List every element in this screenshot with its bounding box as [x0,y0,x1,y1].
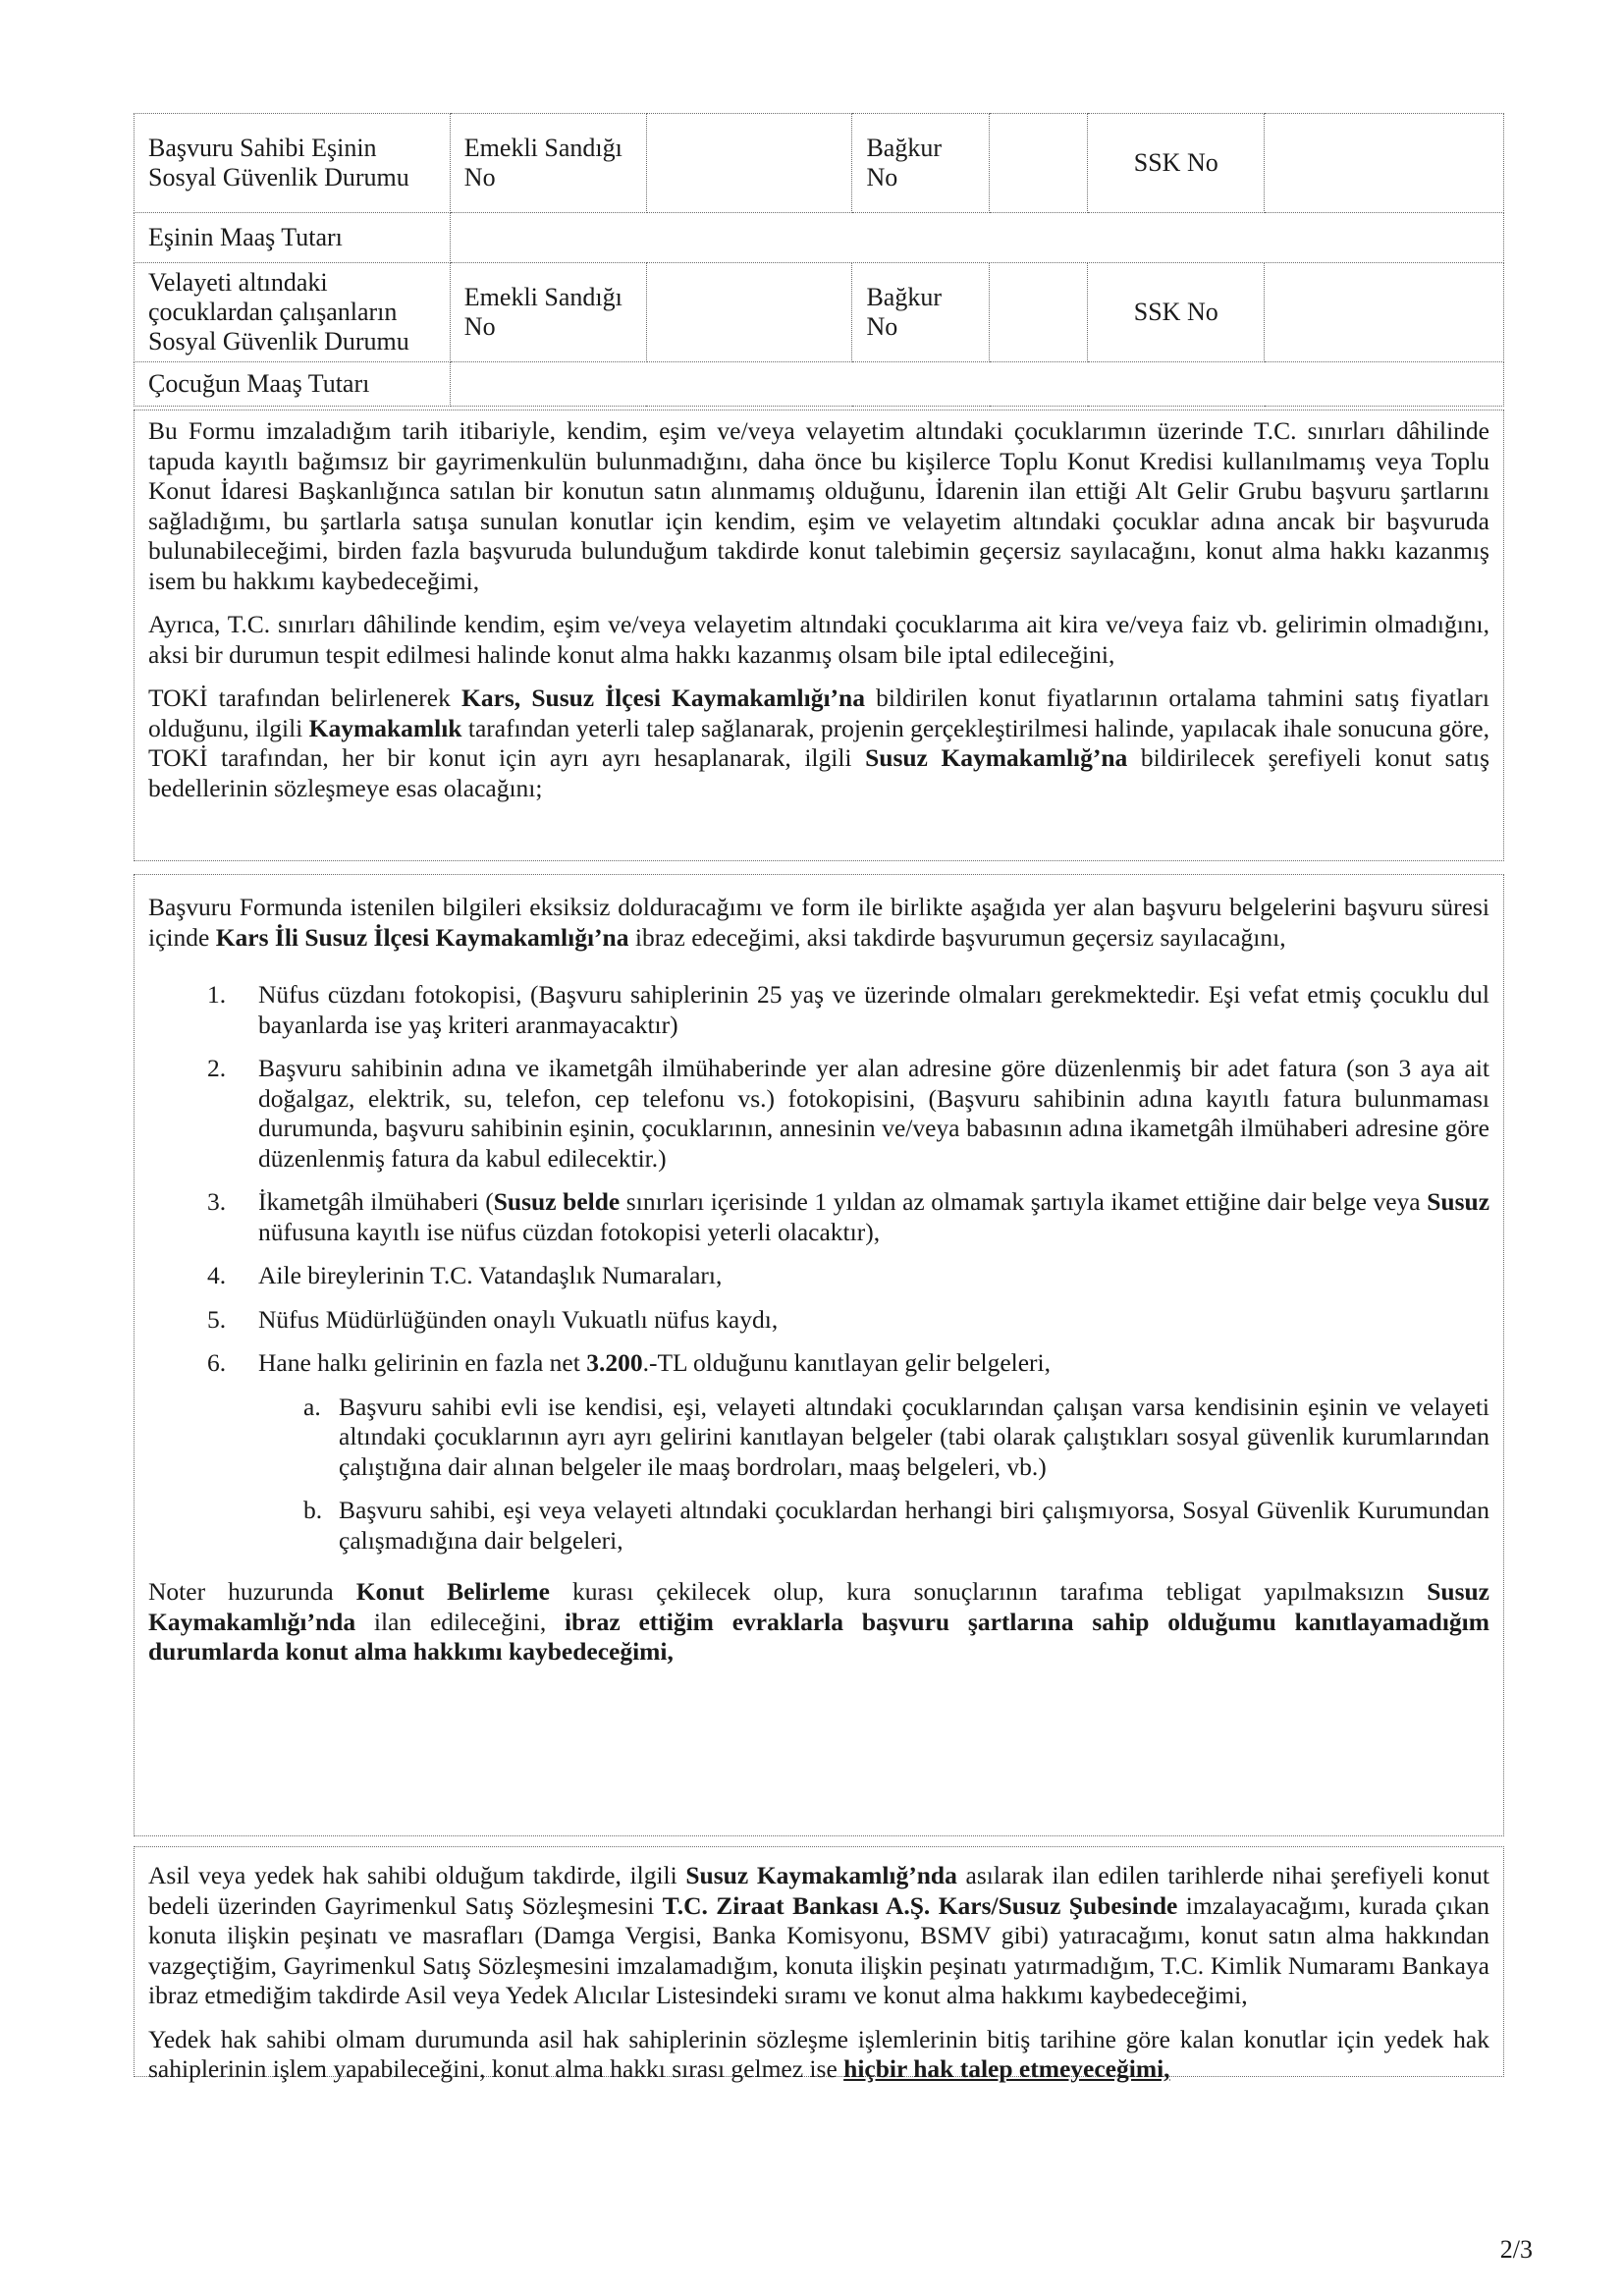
list-item: a. Başvuru sahibi evli ise kendisi, eşi, velayeti altındaki çocuklarından çalışan varsa kendisinin eşinin ve velayeti altındaki çocuklarının ayrı ayrı gelirini kanıtlayan belgeler (tabi olarak çalıştıkları sosyal güvenlik kurumlarından çalıştığına dair alınan belgeler ile maaş bordroları, maaş belgeleri, vb.) [303,1392,1489,1481]
ssk-label: SSK No [1088,263,1265,362]
reserve-paragraph: Yedek hak sahibi olmam durumunda asil hak sahiplerinin sözleşme işlemlerinin bitiş tarihine göre kalan konutlar için yedek hak sahiplerinin işlem yapabileceğini, konut alma hakkı sırası gelmez ise hiçbir hak talep etmeyeceğimi, [148,2024,1489,2083]
page-number: 2/3 [1499,2235,1533,2264]
emekli-sandigi-label: Emekli Sandığı No [450,263,646,362]
emekli-sandigi-value-cell[interactable] [646,114,852,213]
list-item: 4. Aile bireylerinin T.C. Vatandaşlık Numaraları, [207,1261,723,1289]
ssk-value-cell[interactable] [1265,114,1504,213]
children-security-label: Velayeti altındaki çocuklardan çalışanların Sosyal Güvenlik Durumu [135,263,451,362]
list-item: 1. Nüfus cüzdanı fotokopisi, (Başvuru sahiplerinin 25 yaş ve üzerinde olmaları gerekmektedir. Eşi vefat etmiş çocuklu dul bayanlarda ise yaş kriteri aranmayacaktır) [207,980,1489,1039]
price-paragraph: TOKİ tarafından belirlenerek Kars, Susuz İlçesi Kaymakamlığı’na bildirilen konut fiyatlarının ortalama tahmini satış fiyatları olduğunu, ilgili Kaymakamlık tarafından yeterli talep sağlanarak, projenin gerçekleştirilmesi halinde, yapılacak ihale sonucuna göre, TOKİ tarafından, her bir konut için ayrı ayrı hesaplanarak, ilgili Susuz Kaymakamlığ’na bildirilecek şerefiyeli konut satış bedellerinin sözleşmeye esas olacağını; [148,683,1490,802]
ssk-label: SSK No [1088,114,1265,213]
list-item: 3. İkametgâh ilmühaberi (Susuz belde sınırları içerisinde 1 yıldan az olmamak şartıyla ikamet ettiğine dair belge veya Susuz nüfusuna kayıtlı ise nüfus cüzdan fotokopisi yeterli olacaktır), [207,1187,1490,1246]
required-documents-list [148,980,1489,1556]
declaration-box [134,410,1504,861]
list-item: 5. Nüfus Müdürlüğünden onaylı Vukuatlı nüfus kaydı, [207,1304,779,1334]
documents-intro: Başvuru Formunda istenilen bilgileri eksiksiz dolduracağımı ve form ile birlikte aşağıda yer alan başvuru belgelerini başvuru süresi içinde Kars İli Susuz İlçesi Kaymakamlığı’na ibraz edeceğimi, aksi takdirde başvurumun geçersiz sayılacağını, [148,893,1489,952]
income-paragraph: Ayrıca, T.C. sınırları dâhilinde kendim, eşim ve/veya velayetim altındaki çocuklarıma ait kira ve/veya faiz vb. gelirimin olmadığını, aksi bir durumun tespit edilmesi halinde konut alma hakkı kazanmış olsam bile iptal edileceğini, [148,610,1489,669]
income-documents-sublist [148,1393,1489,1557]
child-salary-label: Çocuğun Maaş Tutarı [135,362,451,407]
table-row [135,362,1504,407]
declaration-paragraph: Bu Formu imzaladığım tarih itibariyle, kendim, eşim ve/veya velayetim altındaki çocuklarımın üzerinde T.C. sınırları dâhilinde tapuda kayıtlı bağımsız bir gayrimenkulün bulunmadığını, daha önce bu kişilerce Toplu Konut Kredisi kullanılmamış veya Toplu Konut İdaresi Başkanlığınca satılan bir konutun satın alınmamış olduğunu, İdarenin ilan ettiği Alt Gelir Grubu başvuru şartlarını sağladığımı, bu şartlarla satışa sunulan konutlar için kendim, eşim ve velayetim altındaki çocuklar adına ancak bir başvuruda bulunabileceğimi, birden fazla başvuruda bulunduğum takdirde konut talebimin geçersiz sayılacağını, konut alma hakkı kazanmış isem bu hakkımı kaybedeceğimi, [148,416,1489,595]
sub-list-container [148,1393,1489,1557]
contract-box [134,1846,1504,2083]
list-item: 6. Hane halkı gelirinin en fazla net 3.200.-TL olduğunu kanıtlayan gelir belgeleri, [207,1348,1051,1377]
documents-box [134,874,1504,1836]
child-salary-value-cell[interactable] [450,362,1503,407]
table-row [135,114,1504,213]
contract-paragraph: Asil veya yedek hak sahibi olduğum takdirde, ilgili Susuz Kaymakamlığ’nda asılarak ilan edilen tarihlerde nihai şerefiyeli konut bedeli üzerinden Gayrimenkul Satış Sözleşmesini T.C. Ziraat Bankası A.Ş. Kars/Susuz Şubesinde imzalayacağımı, kurada çıkan konuta ilişkin peşinatı ve masrafları (Damga Vergisi, Banka Komisyonu, BSMV gibi) yatıracağımı, konut satın alma hakkından vazgeçtiğim, Gayrimenkul Satış Sözleşmesini imzalamadığım, konuta ilişkin peşinatı yatırmadığım, T.C. Kimlik Numaramı Bankaya ibraz etmediğim takdirde Asil veya Yedek Alıcılar Listesindeki sıramı ve konut alma hakkımı kaybedeceğimi, [148,1861,1489,2009]
bagkur-label: Bağkur No [852,114,990,213]
bagkur-value-cell[interactable] [990,114,1088,213]
spouse-salary-value-cell[interactable] [450,213,1503,263]
spouse-salary-label: Eşinin Maaş Tutarı [135,213,451,263]
spouse-security-label: Başvuru Sahibi Eşinin Sosyal Güvenlik Durumu [135,114,451,213]
emekli-sandigi-label: Emekli Sandığı No [450,114,646,213]
table-row [135,263,1504,362]
emekli-sandigi-value-cell[interactable] [646,263,852,362]
bagkur-label: Bağkur No [852,263,990,362]
list-item: b. Başvuru sahibi, eşi veya velayeti altındaki çocuklardan herhangi biri çalışmıyorsa, Sosyal Güvenlik Kurumundan çalışmadığına dair belgeleri, [303,1496,1489,1555]
table-row [135,213,1504,263]
list-item: 2. Başvuru sahibinin adına ve ikametgâh ilmühaberinde yer alan adresine göre düzenlenmiş bir adet fatura (son 3 aya ait doğalgaz, elektrik, su, telefon, cep telefonu vs.) fotokopisini, (Başvuru sahibinin adına kayıtlı fatura bulunmaması durumunda, başvuru sahibinin eşinin, çocuklarının, annesinin ve/veya babasının adına ikametgâh ilmühaberi adresine göre düzenlenmiş fatura da kabul edilecektir.) [207,1054,1489,1173]
social-security-table [134,113,1504,407]
bagkur-value-cell[interactable] [990,263,1088,362]
lottery-paragraph: Noter huzurunda Konut Belirleme kurası çekilecek olup, kura sonuçlarının tarafıma tebligat yapılmaksızın Susuz Kaymakamlığı’nda ilan edileceğini, ibraz ettiğim evraklarla başvuru şartlarına sahip olduğumu kanıtlayamadığım durumlarda konut alma hakkımı kaybedeceğimi, [148,1577,1489,1666]
ssk-value-cell[interactable] [1265,263,1504,362]
